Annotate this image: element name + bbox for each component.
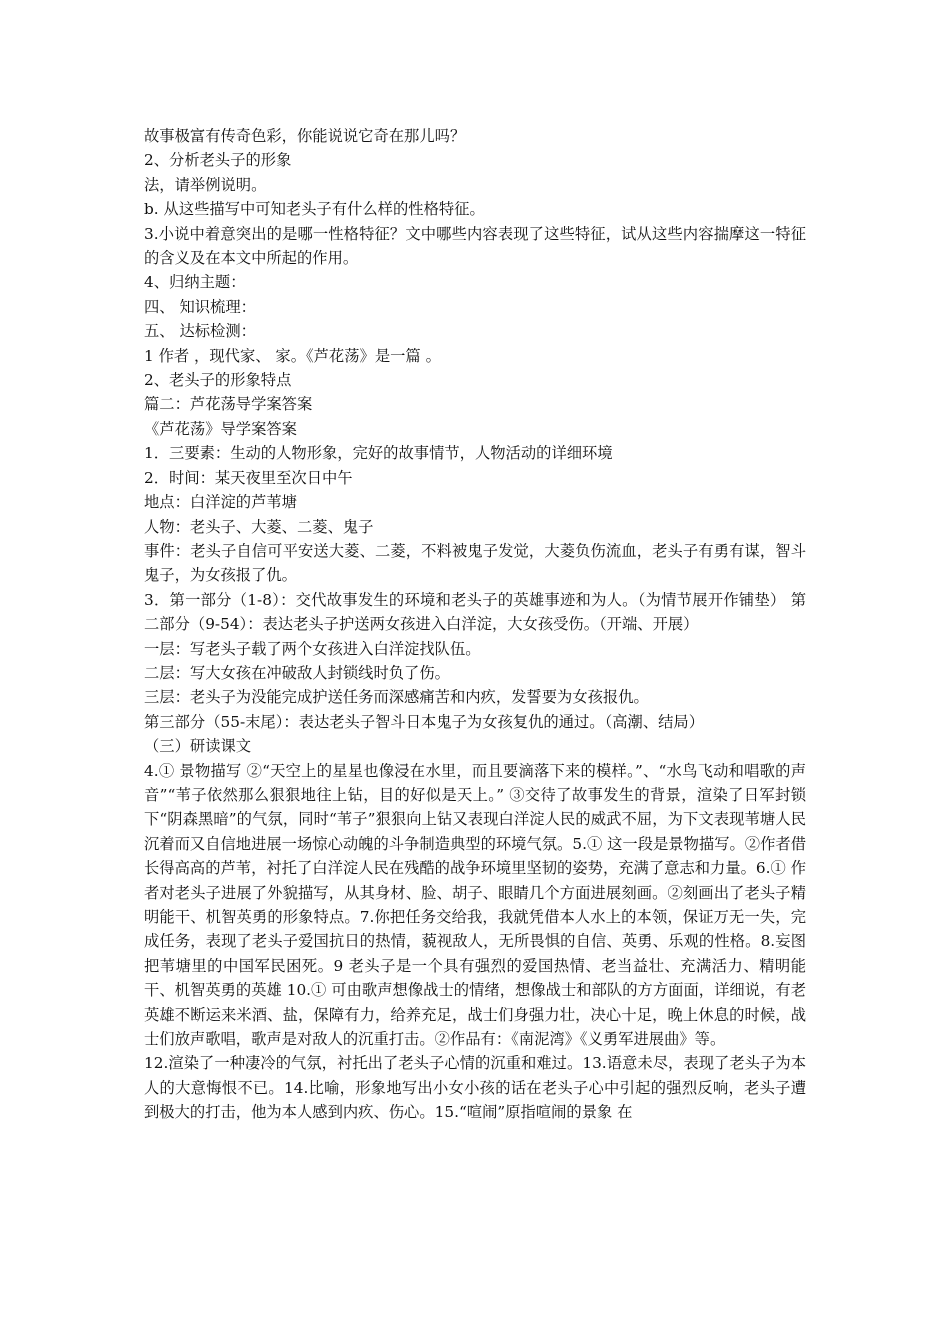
text-line: 事件：老头子自信可平安送大菱、二菱，不料被鬼子发觉，大菱负伤流血，老头子有勇有谋，智斗鬼子，为女孩报了仇。 — [144, 541, 806, 585]
answer-title: 《芦花荡》导学案答案 — [144, 419, 297, 438]
text-line: 故事极富有传奇色彩，你能说说它奇在那儿吗？ — [144, 127, 466, 145]
text-line: 人物：老头子、大菱、二菱、鬼子 — [144, 517, 374, 536]
text-line: 3.小说中着意突出的是哪一性格特征？文中哪些内容表现了这些特征，试从这些内容揣摩这一特征的含义及在本文中所起的作用。 — [144, 224, 806, 268]
text-line: 二层：写大女孩在冲破敌人封锁线时负了伤。 — [144, 663, 450, 682]
text-paragraph: 12.渲染了一种凄冷的气氛，衬托出了老头子心情的沉重和难过。13.语意未尽，表现了老头子为本人的大意悔恨不已。14.比喻，形象地写出小女小孩的话在老头子心中引起的强烈反响，老头子遭到极大的打击，他为本人感到内疚、伤心。15.“喧闹”原指喧闹的景象 在 — [144, 1054, 806, 1122]
text-line: 法，请举例说明。 — [144, 175, 267, 194]
text-line: 五、 达标检测： — [144, 322, 256, 341]
text-paragraph: 4.① 景物描写 ②“天空上的星星也像浸在水里，而且要滴落下来的模样。”、“水鸟飞动和唱歌的声音”“苇子依然那么狠狠地往上钻，目的好似是天上。” ③交待了故事发生的背景，渲染了日军封锁下“阴森黑暗”的气氛，同时“苇子”狠狠向上钻又表现白洋淀人民的威武不屈，为下文表现苇塘人民沉着而又自信地进展一场惊心动魄的斗争制造典型的环境气氛。5.① 这一段是景物描写。②作者借长得高高的芦苇，衬托了白洋淀人民在残酷的战争环境里坚韧的姿势，充满了意志和力量。6.① 作者对老头子进展了外貌描写，从其身材、脸、胡子、眼睛几个方面进展刻画。②刻画出了老头子精明能干、机智英勇的形象特点。7.你把任务交给我，我就凭借本人水上的本领，保证万无一失，完成任务，表现了老头子爱国抗日的热情，藐视敌人，无所畏惧的自信、英勇、乐观的性格。8.妄图把苇塘里的中国军民困死。9 老头子是一个具有强烈的爱国热情、老当益壮、充满活力、精明能干、机智英勇的英雄 10.① 可由歌声想像战士的情绪，想像战士和部队的方方面面，详细说，有老英雄不断运来米酒、盐，保障有力，给养充足，战士们身强力壮，决心十足，晚上休息的时候，战士们放声歌唱，歌声是对敌人的沉重打击。②作品有：《南泥湾》《义勇军进展曲》等。 — [144, 761, 806, 1049]
text-line: 2、分析老头子的形象 — [144, 151, 292, 170]
text-line: 2、老头子的形象特点 — [144, 371, 292, 390]
text-line: b. 从这些描写中可知老头子有什么样的性格特征。 — [144, 200, 485, 219]
text-line: 3．第一部分（1-8）：交代故事发生的环境和老头子的英雄事迹和为人。（为情节展开作铺垫） 第二部分（9-54）：表达老头子护送两女孩进入白洋淀，大女孩受伤。（开端、开展） — [144, 590, 806, 634]
text-line: 第三部分（55-末尾）：表达老头子智斗日本鬼子为女孩复仇的通过。（高潮、结局） — [144, 712, 705, 731]
text-line: 地点：白洋淀的芦苇塘 — [144, 493, 297, 512]
text-line: 1 作者 ，现代家、 家。《芦花荡》是一篇 。 — [144, 346, 441, 365]
text-line: 4、归纳主题： — [144, 273, 246, 292]
document-page — [144, 124, 806, 1125]
text-line: 三层：老头子为没能完成护送任务而深感痛苦和内疚，发誓要为女孩报仇。 — [144, 688, 649, 707]
text-line: 四、 知识梳理： — [144, 297, 256, 316]
section-heading: 篇二：芦花荡导学案答案 — [144, 395, 313, 414]
text-line: 1．三要素：生动的人物形象，完好的故事情节，人物活动的详细环境 — [144, 444, 613, 463]
text-line: 2．时间：某天夜里至次日中午 — [144, 468, 353, 487]
text-line: 一层：写老头子载了两个女孩进入白洋淀找队伍。 — [144, 639, 481, 658]
text-line: （三）研读课文 — [144, 737, 252, 756]
